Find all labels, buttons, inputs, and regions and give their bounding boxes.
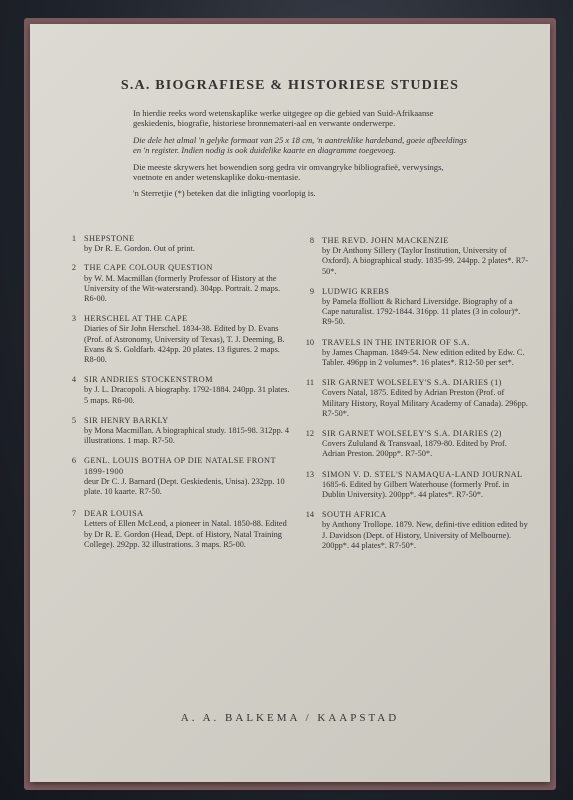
list-item (60, 416, 292, 447)
item-number: 11 (306, 378, 314, 388)
item-title: THE REVD. JOHN MACKENZIE (322, 236, 449, 245)
item-description: by Pamela ffolliott & Richard Liversidge. Biography of a Cape naturalist. 1792-1844. 316pp. 11 plates (3 in colour)*. R9-50. (322, 297, 521, 327)
item-number: 1 (71, 234, 76, 243)
list-item (60, 456, 292, 497)
item-title: THE CAPE COLOUR QUESTION (84, 263, 213, 273)
item-description: Letters of Ellen McLeod, a pioneer in Natal. 1850-88. Edited by Dr R. E. Gordon (Head, Dept. of History, Natal Training College). 292pp. 32 illustrations. 3 maps. R5-00. (84, 519, 287, 549)
item-description: by James Chapman. 1849-54. New edition edited by Edw. C. Tabler. 496pp in 2 volumes*. 16 plates*. R12-50 per set*. (322, 347, 525, 368)
item-number: 4 (71, 375, 76, 385)
item-number: 7 (71, 509, 76, 519)
item-title: SHEPSTONE (84, 234, 135, 243)
item-number: 13 (305, 469, 314, 479)
list-item (298, 378, 530, 419)
list-item (60, 375, 292, 406)
title-list-left (60, 234, 292, 550)
item-title: SIMON V. D. STEL'S NAMAQUA-LAND JOURNAL (322, 469, 523, 479)
item-title: SIR HENRY BARKLY (84, 415, 169, 425)
list-item (60, 234, 292, 254)
item-number: 3 (71, 314, 76, 324)
item-description: by J. L. Dracopoli. A biography. 1792-1884. 240pp. 31 plates. 5 maps. R6-00. (84, 385, 290, 405)
item-description: by Dr Anthony Sillery (Taylor Institution, University of Oxford). A biographical study. 1835-99. 244pp. 2 plates*. R7-50*. (322, 246, 529, 276)
list-item (60, 509, 292, 550)
list-item (298, 429, 530, 460)
item-number: 8 (309, 236, 314, 245)
list-item (298, 236, 530, 277)
list-item (60, 314, 292, 365)
item-title: DEAR LOUISA (84, 509, 144, 519)
item-title: SIR GARNET WOLSELEY'S S.A. DIARIES (1) (322, 378, 502, 388)
list-item (298, 287, 530, 328)
item-title: SIR ANDRIES STOCKENSTROM (84, 375, 213, 385)
intro-paragraph: Die dele het almal 'n gelyke formaat van 25 x 18 cm, 'n aantreklike hardeband, goeie afbeeldings en 'n register. Indien nodig is ook duidelike kaarte en diagramme toegevoeg. (133, 134, 467, 156)
item-number: 14 (305, 510, 314, 520)
list-item (298, 510, 530, 551)
list-item (60, 263, 292, 304)
intro-text (133, 108, 473, 205)
item-title: HERSCHEL AT THE CAPE (84, 314, 188, 324)
item-number: 6 (71, 456, 76, 466)
item-title: SIR GARNET WOLSELEY'S S.A. DIARIES (2) (322, 429, 502, 439)
item-number: 12 (305, 429, 314, 439)
intro-paragraph: Die meeste skrywers het bowendien sorg gedra vir omvangryke bibliografieë, verwysings, voetnote en ander wetenskaplike doku-mentasie. (133, 161, 444, 183)
item-title: GENL. LOUIS BOTHA OP DIE NATALSE FRONT 1899-1900 (84, 456, 276, 476)
item-number: 2 (71, 263, 76, 273)
item-title: TRAVELS IN THE INTERIOR OF S.A. (322, 337, 470, 347)
item-number: 10 (305, 337, 314, 347)
list-item (298, 338, 530, 369)
intro-paragraph: 'n Sterretjie (*) beteken dat die inligting voorlopig is. (133, 188, 316, 199)
item-title: LUDWIG KREBS (322, 286, 390, 296)
item-description: by W. M. Macmillan (formerly Professor of History at the University of the Wit-watersrand). 304pp. Portrait. 2 maps. R6-00. (84, 273, 281, 304)
intro-paragraph: In hierdie reeks word wetenskaplike werke uitgegee op die gebied van Suid-Afrikaanse geskiedenis, biografie, historiese bronnemateri-aal en verwante onderwerpe. (133, 108, 434, 129)
item-title: SOUTH AFRICA (322, 510, 387, 520)
item-description: Diaries of Sir John Herschel. 1834-38. Edited by D. Evans (Prof. of Astronomy, University of Texas), T. J. Deeming, B. Evans & S. Goldfarb. 424pp. 20 plates. 13 figures. 2 maps. R8-00. (84, 324, 285, 365)
item-description: Covers Natal, 1875. Edited by Adrian Preston (Prof. of Military History, Royal Military Academy of Canada). 296pp. R7-50*. (322, 388, 528, 418)
item-description: Covers Zululand & Transvaal, 1879-80. Edited by Prof. Adrian Preston. 200pp*. R7-50*. (322, 439, 507, 459)
book-back-cover (30, 24, 550, 782)
item-description: 1685-6. Edited by Gilbert Waterhouse (formerly Prof. in Dublin University). 200pp*. 44 plates*. R7-50*. (322, 479, 509, 500)
publisher-imprint: A. A. BALKEMA / KAAPSTAD (180, 712, 400, 724)
item-description: by Anthony Trollope. 1879. New, defini-tive edition edited by J. Davidson (Dept. of History, University of Melbourne). 200pp*. 44 plates*. R7-50*. (322, 520, 528, 550)
item-number: 5 (71, 415, 76, 425)
title-list-right (298, 236, 530, 551)
item-description: by Mona Macmillan. A biographical study. 1815-98. 312pp. 4 illustrations. 1 map. R7-50. (84, 426, 290, 446)
item-number: 9 (309, 286, 314, 296)
list-item (298, 470, 530, 501)
item-description: by Dr R. E. Gordon. Out of print. (84, 244, 195, 254)
series-title: S.A. BIOGRAFIESE & HISTORIESE STUDIES (120, 78, 460, 93)
item-description: deur Dr C. J. Barnard (Dept. Geskiedenis, Unisa). 232pp. 10 plate. 10 kaarte. R7-50. (84, 476, 285, 497)
